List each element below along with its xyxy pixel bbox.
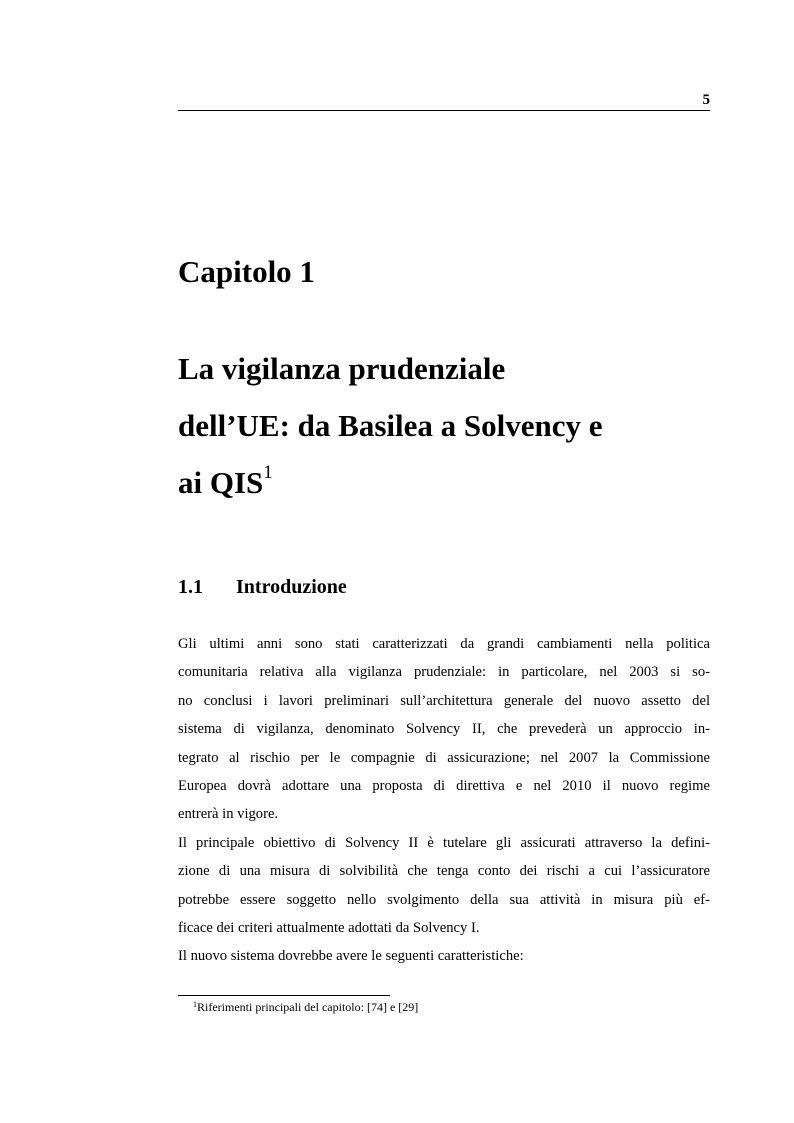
- chapter-title-line-last: [178, 454, 718, 511]
- body-line: entrerà in vigore.: [178, 806, 279, 823]
- section-number: 1.1: [178, 576, 203, 598]
- chapter-title-line-text: ai QIS: [178, 465, 264, 500]
- chapter-label: Capitolo 1: [178, 254, 315, 289]
- chapter-footnote-mark[interactable]: 1: [263, 462, 273, 483]
- page-number: 5: [702, 92, 710, 108]
- body-text: [178, 630, 710, 971]
- body-line: tegrato al rischio per le compagnie di assicurazione; nel 2007 la Commissione: [178, 749, 710, 766]
- footnote-mark: 1: [193, 1000, 197, 1009]
- footnote-text: Riferimenti principali del capitolo: [74] e [29]: [197, 1000, 419, 1014]
- body-line: Europea dovrà adottare una proposta di direttiva e nel 2010 il nuovo regime: [178, 778, 710, 795]
- footnote: [193, 999, 418, 1015]
- body-line: sistema di vigilanza, denominato Solvency II, che prevederà un approccio in-: [178, 721, 710, 738]
- body-line: zione di una misura di solvibilità che tenga conto dei rischi a cui l’assicuratore: [178, 863, 710, 880]
- header-rule: [178, 110, 710, 111]
- section-heading: [178, 573, 347, 601]
- chapter-title-line: La vigilanza prudenziale: [178, 351, 506, 386]
- body-line: ficace dei criteri attualmente adottati da Solvency I.: [178, 920, 480, 937]
- body-line: Il nuovo sistema dovrebbe avere le seguenti caratteristiche:: [178, 948, 524, 965]
- body-line: Gli ultimi anni sono stati caratterizzati da grandi cambiamenti nella politica: [178, 636, 710, 652]
- footnote-rule: [178, 995, 390, 996]
- body-line: potrebbe essere soggetto nello svolgimento della sua attività in misura più ef-: [178, 891, 710, 908]
- chapter-title-line: dell’UE: da Basilea a Solvency e: [178, 408, 603, 443]
- body-line: comunitaria relativa alla vigilanza prudenziale: in particolare, nel 2003 si so-: [178, 664, 710, 681]
- body-line: Il principale obiettivo di Solvency II è tutelare gli assicurati attraverso la defini-: [178, 834, 710, 851]
- chapter-title: [178, 340, 718, 511]
- body-line: no conclusi i lavori preliminari sull’architettura generale del nuovo assetto del: [178, 692, 710, 709]
- section-title: Introduzione: [236, 576, 347, 598]
